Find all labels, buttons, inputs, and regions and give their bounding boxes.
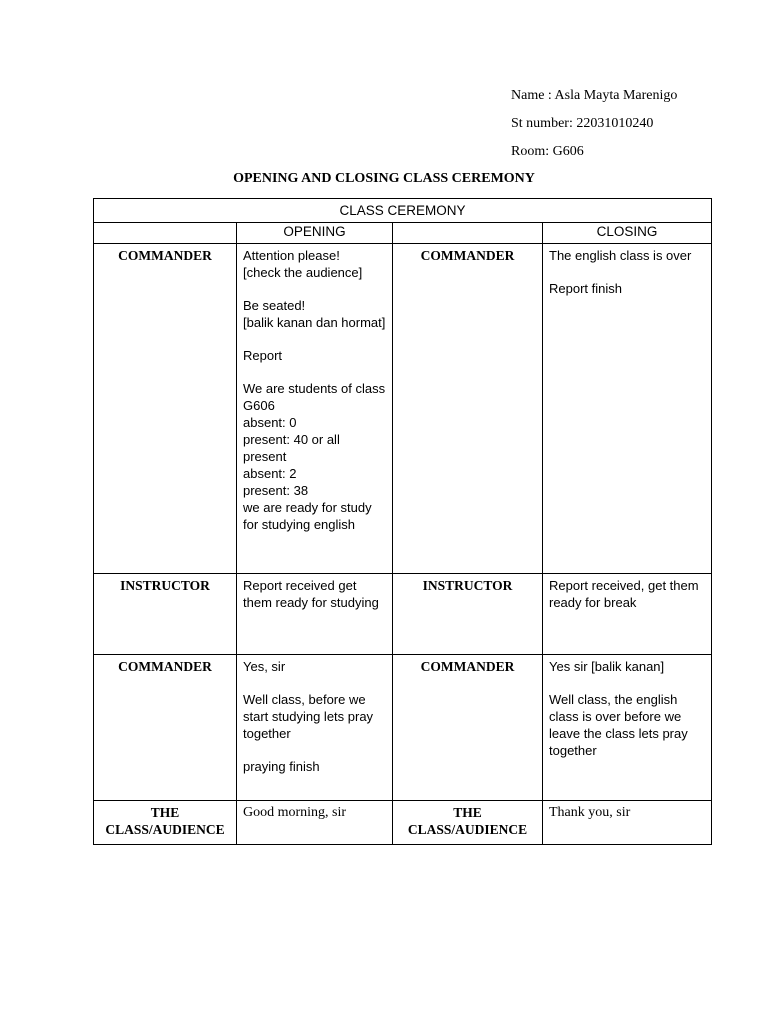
student-name: Name : Asla Mayta Marenigo [511,88,678,103]
table-subheader-row [94,223,712,244]
role-cell: THE CLASS/AUDIENCE [94,801,237,845]
dialogue-line: present: 38 [243,483,309,498]
table-row [94,574,712,655]
role-cell: COMMANDER [393,244,543,574]
role-cell: INSTRUCTOR [94,574,237,655]
dialogue-line: The english class is over [549,248,692,263]
dialogue-line: Report finish [549,281,622,296]
table-row [94,655,712,801]
table-row [94,801,712,845]
room-label: Room: G606 [511,144,584,159]
dialogue-line: Report [243,348,283,363]
dialogue-line: We are students of class G606 [243,381,386,413]
dialogue-cell [543,655,712,801]
dialogue-line: Yes, sir [243,659,286,674]
dialogue-line: absent: 0 [243,415,297,430]
role-cell: COMMANDER [94,244,237,574]
dialogue-cell: Thank you, sir [543,801,712,845]
empty-header-cell [393,223,543,244]
dialogue-line: Attention please! [243,248,340,263]
dialogue-cell: Report received, get them ready for break [543,574,712,655]
role-cell: COMMANDER [94,655,237,801]
dialogue-cell [543,244,712,574]
dialogue-line: [balik kanan dan hormat] [243,315,386,330]
dialogue-line: Well class, before we start studying lets pray together [243,692,374,741]
dialogue-line: Yes sir [balik kanan] [549,659,665,674]
ceremony-table [93,198,712,845]
dialogue-cell: Report received get them ready for studying [237,574,393,655]
student-number: St number: 22031010240 [511,116,654,131]
document-title: OPENING AND CLOSING CLASS CEREMONY [233,171,535,186]
empty-header-cell [94,223,237,244]
table-row [94,244,712,574]
dialogue-cell: Good morning, sir [237,801,393,845]
closing-header: CLOSING [543,223,712,244]
role-cell: THE CLASS/AUDIENCE [393,801,543,845]
opening-header: OPENING [237,223,393,244]
dialogue-line: [check the audience] [243,265,363,280]
dialogue-line: Well class, the english class is over before we leave the class lets pray together [549,692,688,758]
table-caption: CLASS CEREMONY [94,199,712,223]
dialogue-line: Be seated! [243,298,306,313]
dialogue-line: absent: 2 [243,466,297,481]
role-cell: COMMANDER [393,655,543,801]
dialogue-line: praying finish [243,759,320,774]
table-caption-row [94,199,712,223]
dialogue-line: present: 40 or all present [243,432,340,464]
dialogue-cell [237,655,393,801]
dialogue-line: we are ready for study for studying english [243,500,372,532]
role-cell: INSTRUCTOR [393,574,543,655]
dialogue-cell [237,244,393,574]
